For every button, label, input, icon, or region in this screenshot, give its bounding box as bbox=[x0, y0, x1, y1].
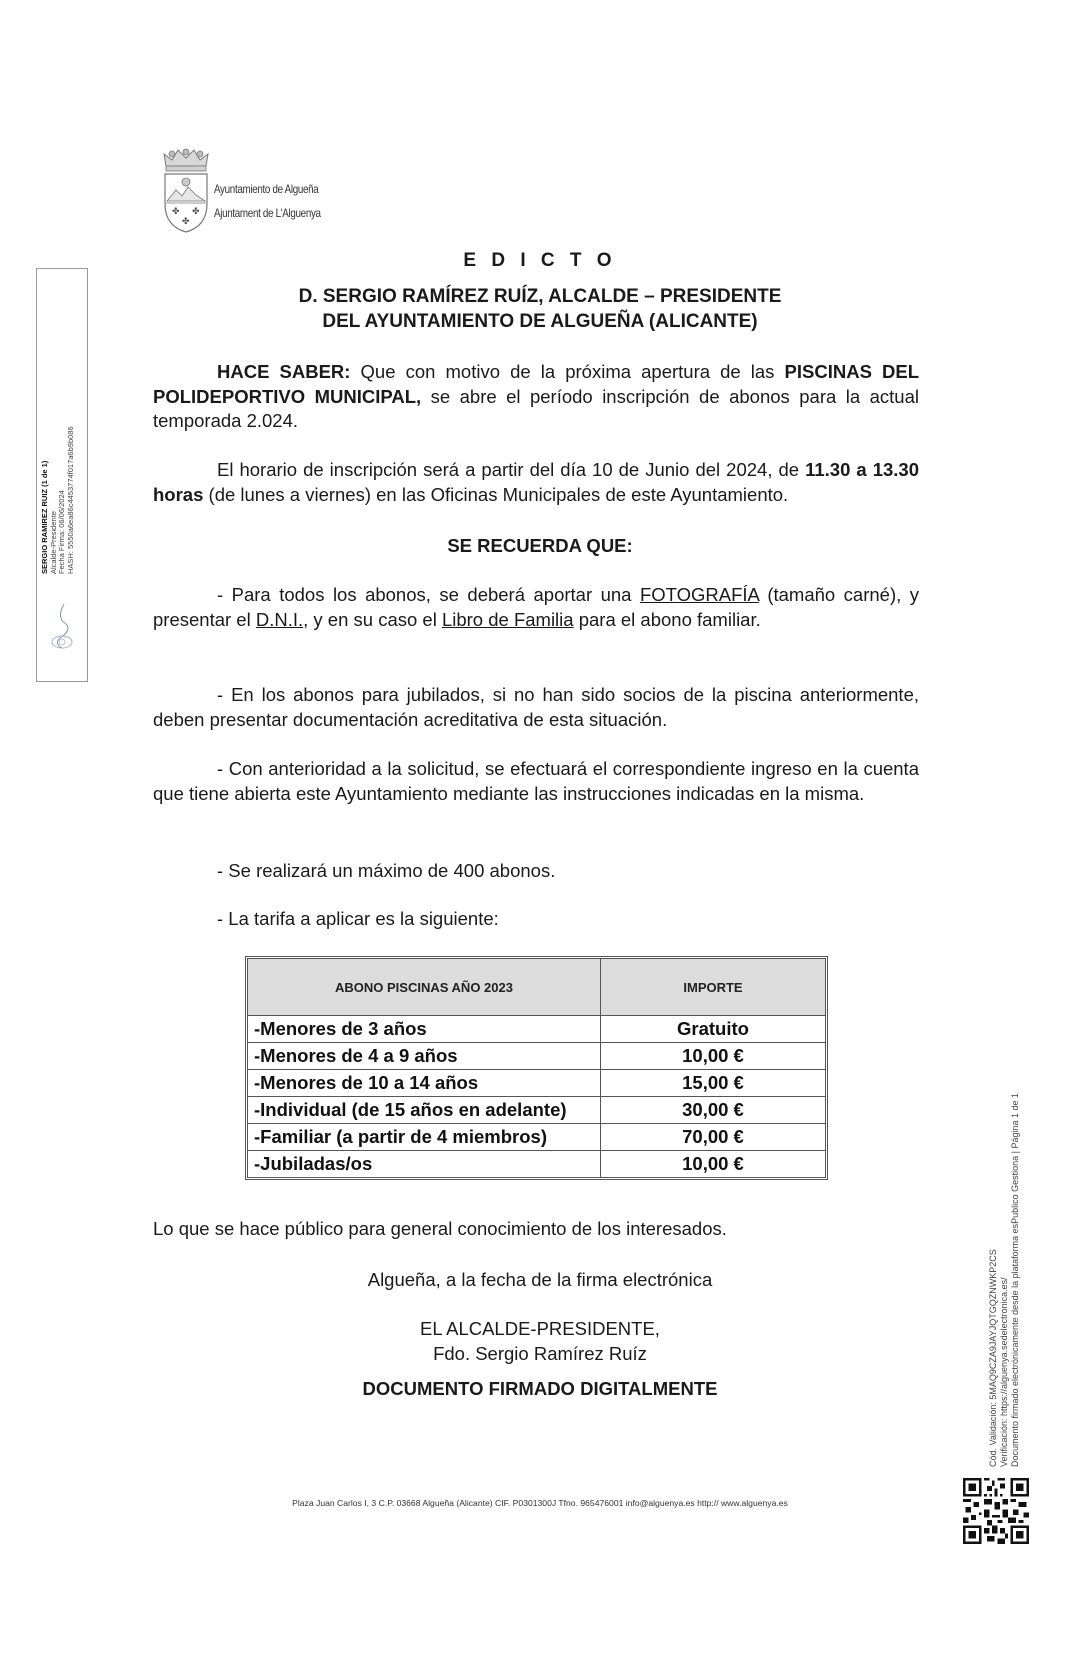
rates-intro-paragraph bbox=[153, 907, 919, 932]
text-span: - Con anterioridad a la solicitud, se efectuará el correspondiente ingreso en la cuenta que tiene abierta este Ayuntamiento mediante las instrucciones indicadas en la misma. bbox=[153, 758, 919, 804]
qr-code-icon bbox=[963, 1478, 1029, 1544]
text-span: se abre el período inscripción de abonos para la actual temporada 2.024. bbox=[153, 385, 919, 431]
column-header-pass: ABONO PISCINAS AÑO 2023 bbox=[248, 959, 601, 1016]
stamp-hash: HASH: 5550a6ea86c4453774f017a6b9b086 bbox=[65, 426, 75, 574]
pass-price: 10,00 € bbox=[601, 1043, 825, 1070]
table-row bbox=[248, 1043, 825, 1070]
table-row bbox=[248, 1016, 825, 1043]
text-span: - La tarifa a aplicar es la siguiente: bbox=[217, 908, 499, 929]
letterhead-name-es: Ayuntamiento de Algueña bbox=[214, 182, 319, 196]
pass-type: -Menores de 3 años bbox=[248, 1016, 601, 1043]
pass-type: -Menores de 10 a 14 años bbox=[248, 1070, 601, 1097]
document-title: E D I C T O bbox=[463, 250, 617, 271]
public-notice: Lo que se hace público para general conocimiento de los interesados. bbox=[153, 1218, 727, 1239]
signer-name: Fdo. Sergio Ramírez Ruíz bbox=[433, 1343, 647, 1364]
requirements-paragraph bbox=[153, 583, 919, 632]
footer-address: Plaza Juan Carlos I, 3 C.P. 03668 Algueña (Alicante) CIF. P0301300J Tfno. 965476001 info@alguenya.es http:// www.alguenya.es bbox=[292, 1498, 788, 1508]
column-header-amount: IMPORTE bbox=[601, 959, 825, 1016]
validation-code: Cód. Validación: 5MAQ9CZA9JAYJQTGQZNWKP2CS bbox=[988, 1249, 998, 1467]
pass-price: 70,00 € bbox=[601, 1124, 825, 1151]
max-passes-paragraph bbox=[153, 859, 919, 884]
issuer-line-1: D. SERGIO RAMÍREZ RUÍZ, ALCALDE – PRESIDENTE bbox=[298, 286, 782, 307]
svg-text:✤: ✤ bbox=[192, 207, 200, 217]
stamp-signer: SERGIO RAMIREZ RUIZ (1 de 1) bbox=[40, 460, 49, 574]
stamp-date: Fecha Firma: 06/06/2024 bbox=[57, 490, 67, 574]
text-span: Que con motivo de la próxima apertura de las bbox=[350, 361, 785, 382]
pass-price: 10,00 € bbox=[682, 1153, 744, 1174]
signature-seal-icon bbox=[48, 602, 76, 652]
validation-stamp bbox=[988, 1093, 1021, 1467]
table-row bbox=[248, 1070, 825, 1097]
pass-type: -Jubiladas/os bbox=[248, 1151, 601, 1177]
letterhead-name-va: Ajuntament de L'Alguenya bbox=[214, 206, 321, 220]
pass-price: 15,00 € bbox=[601, 1070, 825, 1097]
table-row bbox=[248, 1097, 825, 1124]
verification-url: Verificación: https://alguenya.sedelectronica.es/ bbox=[999, 1277, 1009, 1467]
signer-title: EL ALCALDE-PRESIDENTE, bbox=[420, 1318, 660, 1339]
pass-type: -Familiar (a partir de 4 miembros) bbox=[248, 1124, 601, 1151]
pass-price: Gratuito bbox=[601, 1016, 825, 1043]
schedule-paragraph bbox=[153, 458, 919, 507]
family-book-requirement: Libro de Familia bbox=[441, 608, 574, 630]
text-span: (de lunes a viernes) en las Oficinas Municipales de este Ayuntamiento. bbox=[203, 483, 789, 505]
hace-saber-label: HACE SABER: bbox=[217, 361, 351, 382]
issuer-line-2: DEL AYUNTAMIENTO DE ALGUEÑA (ALICANTE) bbox=[322, 311, 758, 332]
facility-name: PISCINAS DEL POLIDEPORTIVO MUNICIPAL, bbox=[153, 361, 919, 407]
pass-type: -Menores de 4 a 9 años bbox=[248, 1043, 601, 1070]
pass-type: -Individual (de 15 años en adelante) bbox=[248, 1097, 601, 1124]
platform-note: Documento firmado electrónicamente desde la plataforma esPublico Gestiona | Página 1 de 1 bbox=[1010, 1092, 1020, 1467]
svg-text:✤: ✤ bbox=[182, 217, 190, 227]
text-span: - En los abonos para jubilados, si no han sido socios de la piscina anteriormente, deben presentar documentación acreditativa de esta situación. bbox=[153, 684, 919, 730]
municipal-letterhead bbox=[160, 146, 330, 234]
table-row bbox=[248, 1151, 825, 1177]
text-span: - Para todos los abonos, se deberá aportar una bbox=[217, 584, 640, 605]
dni-requirement: D.N.I. bbox=[255, 608, 304, 630]
digital-signature-note: DOCUMENTO FIRMADO DIGITALMENTE bbox=[362, 1378, 718, 1399]
coat-of-arms-icon bbox=[160, 146, 212, 234]
reminder-heading: SE RECUERDA QUE: bbox=[447, 535, 633, 556]
rates-table bbox=[245, 956, 828, 1180]
text-span: para el abono familiar. bbox=[573, 608, 761, 630]
text-span: El horario de inscripción será a partir del día 10 de Junio del 2024, de bbox=[217, 459, 806, 480]
payment-paragraph bbox=[153, 757, 919, 806]
table-header-row bbox=[248, 959, 825, 1016]
text-span: (tamaño carné), y presentar el bbox=[153, 584, 919, 630]
stamp-role: Alcalde-Presidente bbox=[48, 511, 58, 574]
photo-requirement: FOTOGRAFÍA bbox=[639, 584, 759, 605]
table-row bbox=[248, 1124, 825, 1151]
pass-price: 30,00 € bbox=[601, 1097, 825, 1124]
retirees-paragraph bbox=[153, 683, 919, 732]
place-date: Algueña, a la fecha de la firma electrónica bbox=[367, 1269, 713, 1290]
text-span: - Se realizará un máximo de 400 abonos. bbox=[217, 860, 556, 881]
text-span: , y en su caso el bbox=[303, 608, 442, 630]
schedule-hours: 11.30 a 13.30 horas bbox=[153, 459, 919, 505]
announcement-paragraph bbox=[153, 360, 919, 434]
svg-text:✤: ✤ bbox=[172, 207, 180, 217]
